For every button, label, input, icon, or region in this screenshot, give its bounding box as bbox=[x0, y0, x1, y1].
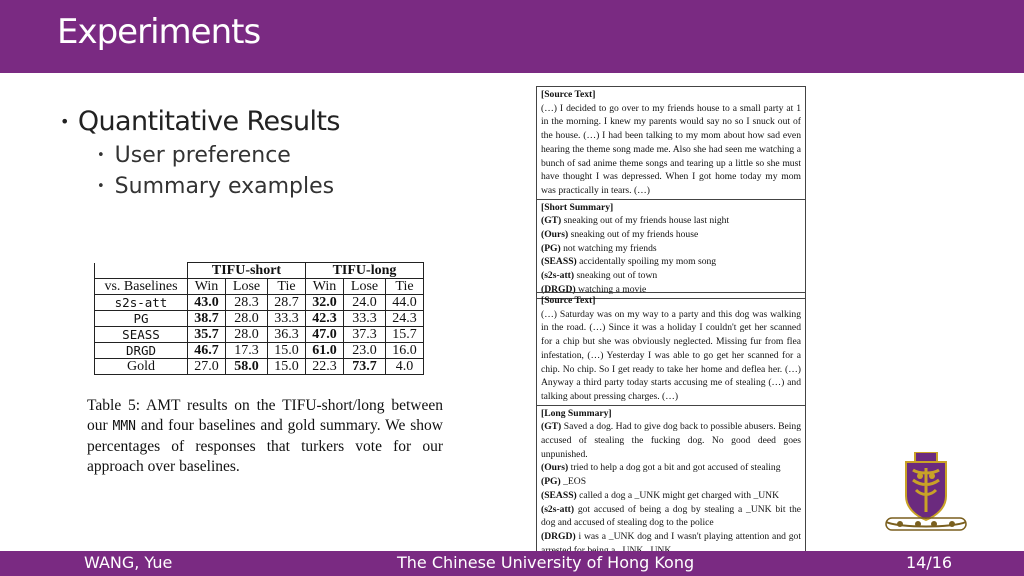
summary-text: i was a _UNK dog and I wasn't playing attention and got bbox=[578, 530, 801, 542]
footer-university: The Chinese University of Hong Kong bbox=[397, 553, 695, 572]
summary-row bbox=[541, 228, 801, 242]
bullet-main-text: Quantitative Results bbox=[77, 106, 340, 137]
table-cell: 28.7 bbox=[268, 295, 306, 311]
table-cell: 27.0 bbox=[188, 359, 226, 375]
cuhk-crest-icon bbox=[880, 446, 972, 538]
source-text-label: [Source Text] bbox=[541, 295, 596, 306]
table-header-win: Win bbox=[188, 279, 226, 295]
table-cell: 32.0 bbox=[306, 295, 344, 311]
table-cell: 46.7 bbox=[188, 343, 226, 359]
table-row bbox=[95, 343, 424, 359]
source-text-label: [Source Text] bbox=[541, 89, 596, 100]
title-bar bbox=[0, 0, 1024, 73]
amt-results-table bbox=[94, 262, 424, 375]
source-text: (…) I decided to go over to my friends house to a small party at 1 in the morning. I knew my parents would say no so I snuck out of the house. (…) I had been talking to my mom about how sad even hearing the theme song made me. Also she had seen me watching a bunch of sad anime theme songs and tearing up a little so she must have thought I was depressed. When I got home today my mom was practically in tears. (…) bbox=[541, 102, 801, 196]
example-long-box bbox=[536, 292, 806, 559]
table-header-baselines: vs. Baselines bbox=[95, 279, 188, 295]
bullet-sub-text: Summary examples bbox=[114, 174, 335, 199]
slide-title: Experiments bbox=[57, 12, 261, 52]
summary-row bbox=[541, 242, 801, 256]
table-cell-baseline: DRGD bbox=[95, 343, 188, 359]
footer-page-number: 14/16 bbox=[906, 553, 953, 572]
table-cell: 17.3 bbox=[226, 343, 268, 359]
table-cell-baseline: SEASS bbox=[95, 327, 188, 343]
table-cell: 24.3 bbox=[386, 311, 424, 327]
table-cell-baseline: PG bbox=[95, 311, 188, 327]
caption-text: and four baselines and gold summary. We show percentages of responses that turkers vote for our approach over baselines. bbox=[87, 417, 443, 475]
example-short-summaries bbox=[537, 199, 805, 298]
summary-row bbox=[541, 269, 801, 283]
bullet-list bbox=[60, 106, 340, 199]
table-cell: 35.7 bbox=[188, 327, 226, 343]
footer-author: WANG, Yue bbox=[84, 553, 173, 572]
bullet-sub-2 bbox=[97, 174, 340, 199]
table-cell: 15.0 bbox=[268, 343, 306, 359]
table-header-row bbox=[95, 279, 424, 295]
bullet-dot-icon: • bbox=[97, 179, 105, 194]
summary-model: (SEASS) bbox=[541, 489, 577, 501]
example-short-source bbox=[537, 87, 805, 199]
summary-row bbox=[541, 503, 801, 530]
summary-model: (SEASS) bbox=[541, 256, 577, 268]
table-group-short: TIFU-short bbox=[188, 263, 306, 279]
table-cell: 36.3 bbox=[268, 327, 306, 343]
table-cell: 15.7 bbox=[386, 327, 424, 343]
table-corner-cell bbox=[95, 263, 188, 279]
table-row bbox=[95, 359, 424, 375]
table-cell: 16.0 bbox=[386, 343, 424, 359]
long-summary-label: [Long Summary] bbox=[541, 407, 612, 419]
table-group-long: TIFU-long bbox=[306, 263, 424, 279]
table-cell: 4.0 bbox=[386, 359, 424, 375]
table-header-tie: Tie bbox=[386, 279, 424, 295]
summary-model: (GT) bbox=[541, 215, 562, 227]
summary-text: accidentally spoiling my mom song bbox=[576, 256, 717, 268]
short-summary-label: [Short Summary] bbox=[541, 201, 614, 213]
summary-text: _EOS bbox=[560, 476, 587, 488]
bullet-sub-text: User preference bbox=[114, 143, 291, 168]
example-long-summaries bbox=[537, 405, 805, 559]
summary-text: not watching my friends bbox=[560, 242, 657, 254]
footer-bar bbox=[0, 551, 1024, 576]
table-cell: 38.7 bbox=[188, 311, 226, 327]
summary-model: (PG) bbox=[541, 476, 561, 488]
summary-text: sneaking out of my friends house last night bbox=[561, 215, 730, 227]
summary-row bbox=[541, 475, 801, 489]
summary-model: (GT) bbox=[541, 421, 562, 433]
example-short-box bbox=[536, 86, 806, 299]
summary-row bbox=[541, 420, 801, 461]
table-cell: 23.0 bbox=[344, 343, 386, 359]
table-group-row bbox=[95, 263, 424, 279]
table-cell: 37.3 bbox=[344, 327, 386, 343]
summary-text: watching a movie bbox=[575, 283, 647, 295]
table-cell: 28.0 bbox=[226, 327, 268, 343]
summary-text: sneaking out of town bbox=[574, 270, 658, 282]
summary-row bbox=[541, 255, 801, 269]
table-cell: 24.0 bbox=[344, 295, 386, 311]
table-cell: 61.0 bbox=[306, 343, 344, 359]
table-cell: 44.0 bbox=[386, 295, 424, 311]
summary-text: Saved a dog. Had to give dog back to possible abusers. Being accused of stealing the fucking dog. No good deed goes unpunished. bbox=[541, 421, 801, 460]
table-cell: 15.0 bbox=[268, 359, 306, 375]
table-row bbox=[95, 311, 424, 327]
table-header-lose: Lose bbox=[226, 279, 268, 295]
summary-model: (PG) bbox=[541, 242, 561, 254]
summary-text: sneaking out of my friends house bbox=[568, 229, 699, 241]
summary-model: (s2s-att) bbox=[541, 270, 575, 282]
table-row bbox=[95, 295, 424, 311]
table-header-lose: Lose bbox=[344, 279, 386, 295]
caption-model-name: MMN bbox=[112, 419, 136, 434]
table-cell: 43.0 bbox=[188, 295, 226, 311]
summary-model: (DRGD) bbox=[541, 283, 576, 295]
table-cell-baseline: s2s-att bbox=[95, 295, 188, 311]
summary-text: tried to help a dog got a bit and got accused of stealing bbox=[568, 462, 781, 474]
table-cell: 28.3 bbox=[226, 295, 268, 311]
table-header-tie: Tie bbox=[268, 279, 306, 295]
table-header-win: Win bbox=[306, 279, 344, 295]
table-cell: 22.3 bbox=[306, 359, 344, 375]
summary-model: (DRGD) bbox=[541, 530, 576, 542]
summary-row bbox=[541, 461, 801, 475]
source-text: (…) Saturday was on my way to a party and this dog was walking in the road. (…) Since it was a holiday I couldn't get her scanned for a chip but she was obviously neglected. Missing fur from flea infestation, (…) Yesterday I was able to go get her scanned for a chip. No chip. So I get ready to take her home and deflea her. (…) Anyway a third party today starts accusing me of stealing (…) and talking about pressing charges. (…) bbox=[541, 308, 801, 402]
table-cell: 73.7 bbox=[344, 359, 386, 375]
table-caption bbox=[87, 396, 443, 477]
table-row bbox=[95, 327, 424, 343]
table-cell: 33.3 bbox=[268, 311, 306, 327]
table-cell: 42.3 bbox=[306, 311, 344, 327]
table-cell: 58.0 bbox=[226, 359, 268, 375]
summary-model: (Ours) bbox=[541, 229, 569, 241]
table-cell: 28.0 bbox=[226, 311, 268, 327]
caption-text: Table 5: AMT results on the TIFU-short/long between our bbox=[87, 397, 443, 434]
summary-model: (s2s-att) bbox=[541, 503, 575, 515]
summary-text: called a dog a _UNK might get charged with _UNK bbox=[576, 489, 780, 501]
example-long-source bbox=[537, 293, 805, 405]
summary-row bbox=[541, 489, 801, 503]
table-cell: 33.3 bbox=[344, 311, 386, 327]
summary-text: got accused of being a dog by stealing a _UNK bit the dog and accused of stealing dog to the police bbox=[541, 503, 801, 529]
bullet-dot-icon: • bbox=[97, 148, 105, 163]
bullet-dot-icon: • bbox=[60, 112, 69, 131]
bullet-main bbox=[60, 106, 340, 137]
summary-model: (Ours) bbox=[541, 462, 569, 474]
summary-row bbox=[541, 214, 801, 228]
bullet-sub-1 bbox=[97, 143, 340, 168]
table-cell: 47.0 bbox=[306, 327, 344, 343]
table-cell-baseline: Gold bbox=[95, 359, 188, 375]
